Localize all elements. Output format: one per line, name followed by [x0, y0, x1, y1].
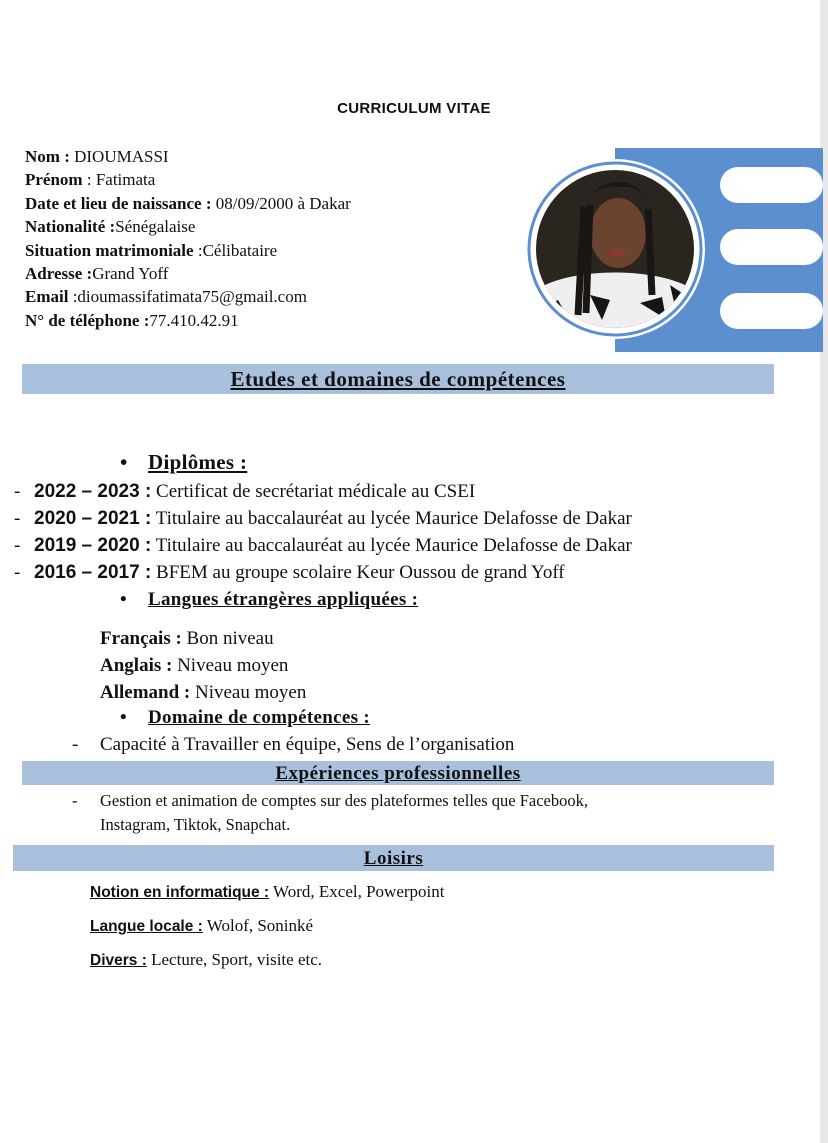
section-header-experience: Expériences professionnelles	[22, 761, 774, 785]
decorative-pill	[720, 167, 823, 203]
personal-info	[25, 145, 351, 332]
list-item: - 2020 – 2021 : Titulaire au baccalauréat au lycée Maurice Delafosse de Dakar	[14, 508, 632, 529]
info-phone: N° de téléphone :77.410.42.91	[25, 310, 239, 330]
skills-text: - Capacité à Travailler en équipe, Sens de l’organisation	[72, 734, 515, 755]
languages-heading: • Langues étrangères appliquées :	[120, 589, 419, 610]
document-title: CURRICULUM VITAE	[337, 100, 491, 117]
experience-text: - Gestion et animation de comptes sur des plateformes telles que Facebook, Instagram, Tiktok, Snapchat.	[72, 791, 588, 834]
hobby-local-language: Langue locale : Wolof, Soninké	[90, 916, 314, 935]
hobby-computing: Notion en informatique : Word, Excel, Powerpoint	[90, 882, 445, 901]
info-email: Email :dioumassifatimata75@gmail.com	[25, 287, 307, 307]
list-item: - 2016 – 2017 : BFEM au groupe scolaire Keur Oussou de grand Yoff	[14, 562, 565, 583]
section-header-studies: Etudes et domaines de compétences	[22, 364, 774, 394]
list-item: Français : Bon niveau	[100, 628, 274, 649]
skills-heading: • Domaine de compétences :	[120, 707, 370, 728]
info-nationality: Nationalité :Sénégalaise	[25, 217, 196, 237]
list-item: Allemand : Niveau moyen	[100, 682, 307, 703]
info-marital-status: Situation matrimoniale :Célibataire	[25, 240, 278, 260]
info-first-name: Prénom : Fatimata	[25, 170, 156, 190]
profile-photo	[520, 145, 823, 355]
info-address: Adresse :Grand Yoff	[25, 264, 169, 284]
diploma-list	[14, 478, 632, 586]
diplomas-heading: • Diplômes :	[120, 450, 248, 474]
list-item: - 2019 – 2020 : Titulaire au baccalauréat au lycée Maurice Delafosse de Dakar	[14, 535, 632, 556]
decorative-pill	[720, 293, 823, 329]
info-birth: Date et lieu de naissance : 08/09/2000 à Dakar	[25, 193, 351, 213]
section-header-hobbies: Loisirs	[13, 845, 774, 871]
list-item: - 2022 – 2023 : Certificat de secrétariat médicale au CSEI	[14, 481, 476, 502]
list-item: Anglais : Niveau moyen	[100, 655, 289, 676]
decorative-pill	[720, 229, 823, 265]
hobby-misc: Divers : Lecture, Sport, visite etc.	[90, 950, 323, 969]
info-name: Nom : DIOUMASSI	[25, 147, 169, 166]
language-list	[100, 625, 306, 706]
